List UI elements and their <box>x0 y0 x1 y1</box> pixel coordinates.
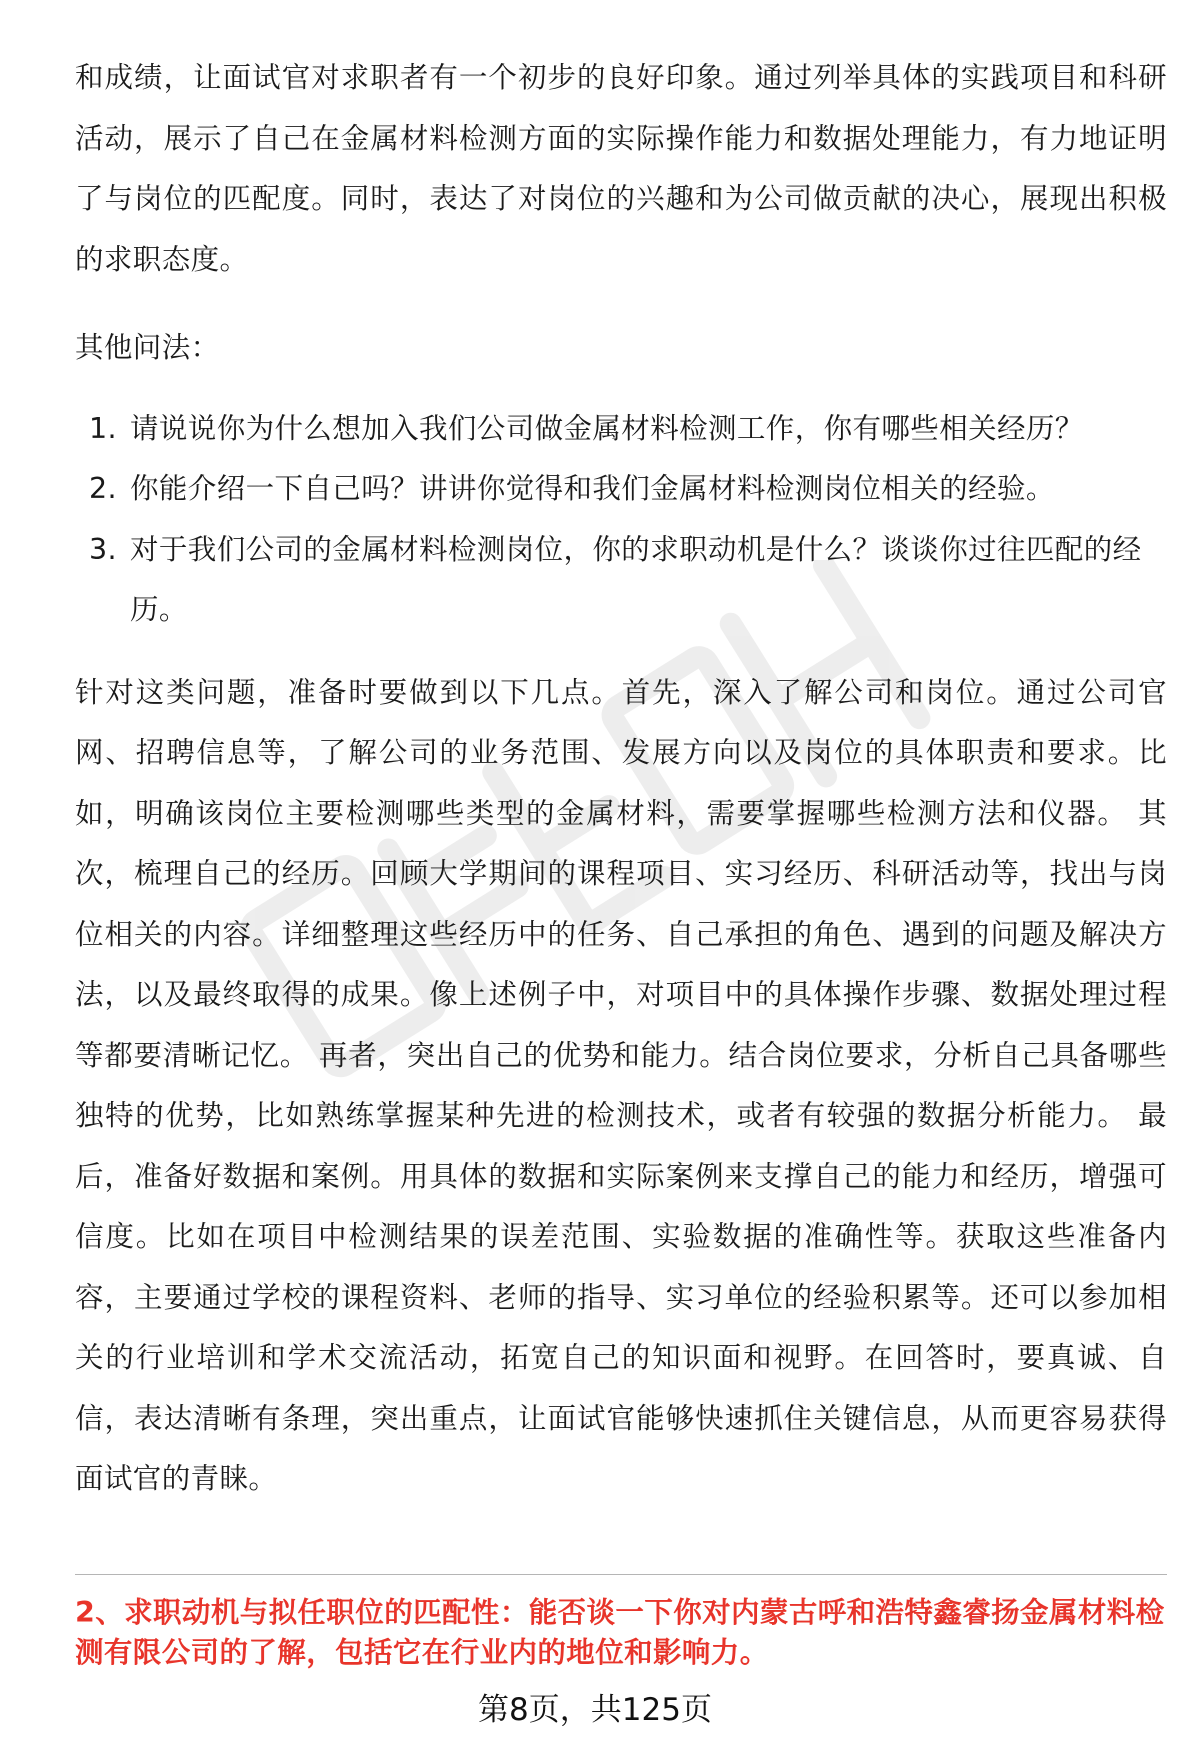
list-item-text: 对于我们公司的金属材料检测岗位，你的求职动机是什么？谈谈你过往匹配的经历。 <box>130 532 1142 626</box>
other-questions-label: 其他问法： <box>75 331 220 364</box>
document-body <box>75 48 1167 1510</box>
section-divider <box>75 1574 1167 1575</box>
list-item-text: 请说说你为什么想加入我们公司做金属材料检测工作，你有哪些相关经历？ <box>130 411 1084 445</box>
intro-paragraph: 和成绩，让面试官对求职者有一个初步的良好印象。通过列举具体的实践项目和科研活动，展示了自己在金属材料检测方面的实际操作能力和数据处理能力，有力地证明了与岗位的匹配度。同时，表达了对岗位的兴趣和为公司做贡献的决心，展现出积极的求职态度。 <box>75 61 1167 276</box>
list-number: 2. <box>89 472 117 505</box>
list-item <box>75 459 1167 520</box>
list-item <box>75 520 1167 641</box>
guidance-paragraph: 针对这类问题，准备时要做到以下几点。首先，深入了解公司和岗位。通过公司官网、招聘信息等，了解公司的业务范围、发展方向以及岗位的具体职责和要求。比如，明确该岗位主要检测哪些类型的金属材料，需要掌握哪些检测方法和仪器。 其次，梳理自己的经历。回顾大学期间的课程项目、实习经历、科研活动等，找出与岗位相关的内容。详细整理这些经历中的任务、自己承担的角色、遇到的问题及解决方法，以及最终取得的成果。像上述例子中，对项目中的具体操作步骤、数据处理过程等都要清晰记忆。 再者，突出自己的优势和能力。结合岗位要求，分析自己具备哪些独特的优势，比如熟练掌握某种先进的检测技术，或者有较强的数据分析能力。 最后，准备好数据和案例。用具体的数据和实际案例来支撑自己的能力和经历，增强可信度。比如在项目中检测结果的误差范围、实验数据的准确性等。获取这些准备内容，主要通过学校的课程资料、老师的指导、实习单位的经验积累等。还可以参加相关的行业培训和学术交流活动，拓宽自己的知识面和视野。在回答时，要真诚、自信，表达清晰有条理，突出重点，让面试官能够快速抓住关键信息，从而更容易获得面试官的青睐。 <box>75 675 1167 1495</box>
list-item-text: 你能介绍一下自己吗？讲讲你觉得和我们金属材料检测岗位相关的经验。 <box>130 472 1055 505</box>
page-number: 第8页，共125页 <box>478 1692 712 1728</box>
list-number: 1. <box>89 411 117 445</box>
next-question-heading: 2、求职动机与拟任职位的匹配性：能否谈一下你对内蒙古呼和浩特鑫睿扬金属材料检测有限公司的了解，包括它在行业内的地位和影响力。 <box>75 1596 1165 1669</box>
alternate-questions-list <box>75 399 1167 641</box>
list-item <box>75 399 1167 460</box>
list-number: 3. <box>89 532 117 566</box>
